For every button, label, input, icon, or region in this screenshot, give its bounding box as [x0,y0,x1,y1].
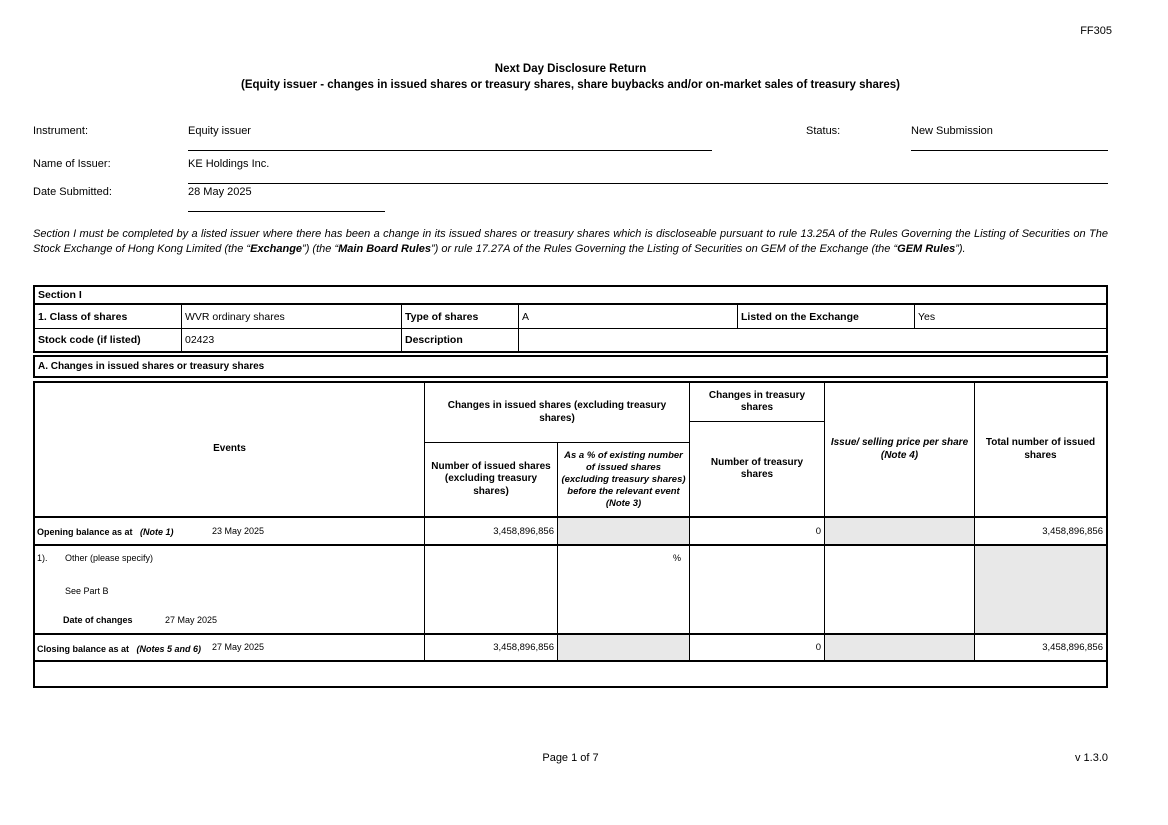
date-submitted-underline [188,211,385,212]
closing-note: (Notes 5 and 6) [136,644,201,654]
section1-bar [35,287,1106,305]
section1-bar-label: Section I [38,289,82,301]
class-of-shares-label-cell [35,305,182,328]
event-price-cell [825,546,975,633]
header-group-issued: Changes in issued shares (excluding treasury shares) [425,383,690,443]
event-pct-symbol: % [672,553,681,563]
type-of-shares-value-cell [519,305,738,328]
opening-num-issued: 3,458,896,856 [425,518,558,544]
type-of-shares-label-cell [402,305,519,328]
event-total-cell [975,546,1106,633]
header-group-treasury: Changes in treasury shares [690,383,825,422]
header-num-issued: Number of issued shares (excluding treasury shares) [425,443,558,516]
intro-seg-3: ”) or rule 17.27A of the Rules Governing the Listing of Securities on GEM of the Exchange (the “ [431,243,898,255]
closing-price-cell [825,635,975,660]
section1-table [33,285,1108,353]
partA-bar [33,355,1108,378]
page-number: Page 1 of 7 [542,752,599,764]
date-submitted-value: 28 May 2025 [188,186,252,198]
listed-label: Listed on the Exchange [741,310,859,323]
event-num-issued-cell [425,546,558,633]
header-pct-existing: As a % of existing number of issued shares (excluding treasury shares) before the relevant event (Note 3) [558,443,690,516]
section1-class-row [35,305,1106,329]
stock-code-value: 02423 [185,334,215,346]
page-title: Next Day Disclosure Return [494,63,647,75]
form-code: FF305 [1080,25,1112,37]
closing-total: 3,458,896,856 [1042,642,1103,653]
stock-code-label: Stock code (if listed) [38,334,141,346]
class-of-shares-value-cell [182,305,402,328]
opening-date: 23 May 2025 [212,526,265,536]
event-num-treasury-cell [690,546,825,633]
stock-code-value-cell [182,329,402,351]
opening-num-treasury: 0 [690,518,825,544]
status-label: Status: [806,125,841,137]
intro-seg-1: Section I must be completed by a listed issuer where there has been a change in its issued shares or treasury shares which is discloseable pursuant to rule 13.25A of the Rules Governing the Listing of Securities on The Stock Exchange of Hong Kong Limited (the “ [33,228,1108,255]
instrument-label: Instrument: [33,125,89,137]
issuer-value: KE Holdings Inc. [188,158,270,170]
closing-num-issued: 3,458,896,856 [425,635,558,660]
opening-label: Opening balance as at [37,527,133,537]
instrument-underline [188,150,712,151]
header-num-treasury: Number of treasury shares [690,422,825,516]
intro-seg-4: ”). [955,243,966,255]
event-date: 27 May 2025 [165,615,218,625]
description-value-cell [519,329,1106,351]
closing-label: Closing balance as at [37,644,130,654]
empty-row [35,662,1106,686]
issuer-label: Name of Issuer: [33,158,111,170]
opening-balance-row [35,518,1106,544]
opening-events-cell [35,518,425,544]
header-price: Issue/ selling price per share (Note 4) [825,383,975,516]
closing-balance-row [35,635,1106,660]
opening-total: 3,458,896,856 [1042,525,1103,537]
closing-num-treasury: 0 [690,635,825,660]
listed-label-cell [738,305,915,328]
instrument-value: Equity issuer [188,125,251,137]
event-detail: See Part B [65,586,109,596]
header-total: Total number of issued shares [985,437,1096,461]
event-name: Other (please specify) [65,553,154,563]
intro-bold-gem-rules: GEM Rules [897,243,956,255]
closing-events-cell [35,635,425,660]
event-index: 1). [37,553,48,563]
date-submitted-label: Date Submitted: [33,186,112,198]
issuer-underline [188,183,1108,184]
section1-stock-row [35,329,1106,351]
event-events-cell [35,546,425,633]
listed-value-cell [915,305,1106,328]
closing-pct-cell [558,635,690,660]
description-label: Description [405,334,463,346]
event-row [35,546,1106,633]
intro-paragraph [33,227,1108,257]
stock-code-label-cell [35,329,182,351]
type-of-shares-value: A [522,310,530,323]
header-events: Events [35,383,425,516]
status-value: New Submission [911,125,993,137]
event-date-label: Date of changes [63,615,133,625]
event-pct-cell [558,546,690,633]
listed-value: Yes [918,310,936,323]
opening-pct-cell [558,518,690,544]
opening-note: (Note 1) [139,527,174,537]
class-of-shares-label: 1. Class of shares [38,310,128,323]
partA-bar-label: A. Changes in issued shares or treasury shares [38,361,265,372]
version-number: v 1.3.0 [1074,752,1108,764]
opening-price-cell [825,518,975,544]
intro-bold-main-board-rules: Main Board Rules [338,243,432,255]
class-of-shares-value: WVR ordinary shares [185,310,285,323]
partA-table [33,381,1108,688]
status-underline [911,150,1108,151]
description-label-cell [402,329,519,351]
page-subtitle: (Equity issuer - changes in issued shares or treasury shares, share buybacks and/or on-market sales of treasury shares) [241,79,900,91]
type-of-shares-label: Type of shares [405,310,479,323]
intro-bold-exchange: Exchange [250,243,303,255]
closing-date: 27 May 2025 [212,642,265,652]
intro-seg-2: ”) (the “ [302,243,339,255]
